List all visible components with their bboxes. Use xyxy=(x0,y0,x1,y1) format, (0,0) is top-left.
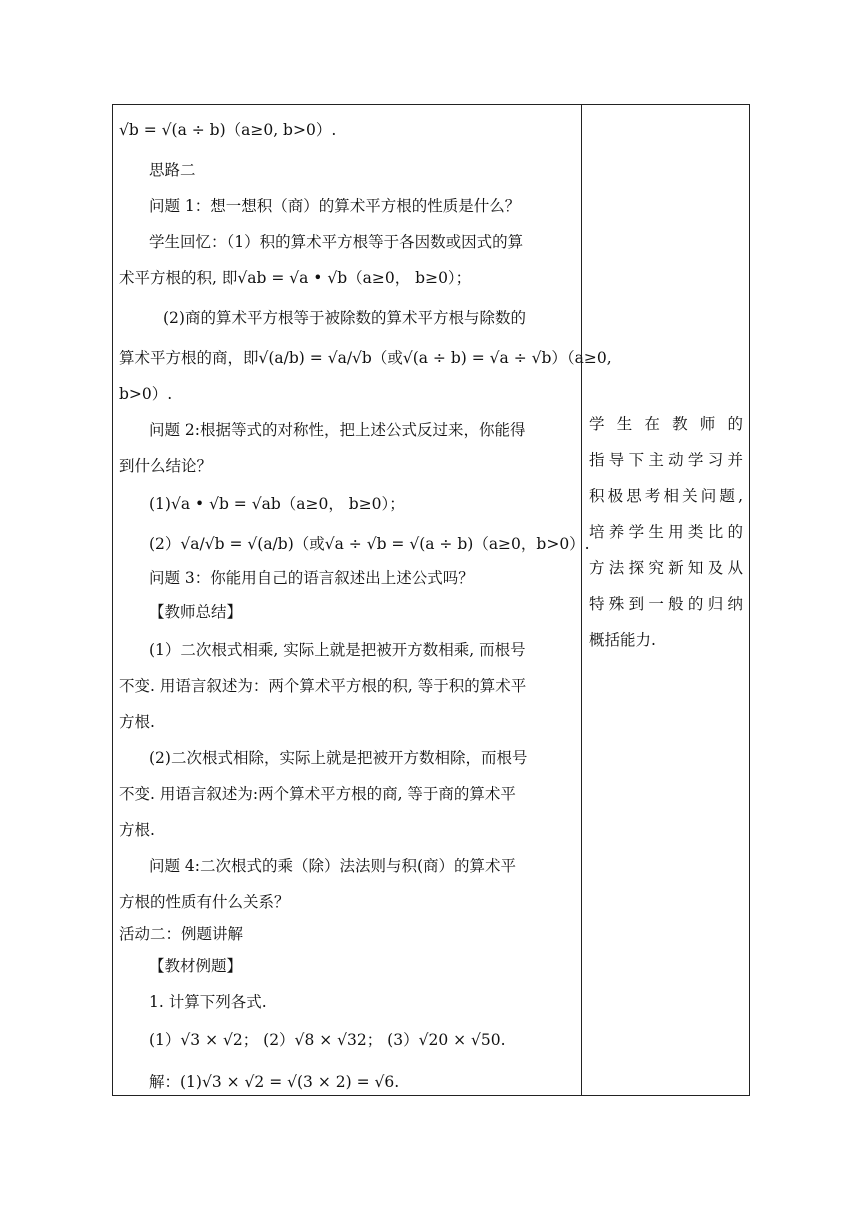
text-line: 方根. xyxy=(119,713,155,731)
note-line: 学生在教师的 xyxy=(589,415,743,433)
text-line: 方根. xyxy=(119,821,155,839)
column-divider xyxy=(581,105,582,1095)
note-line: 方法探究新知及从 xyxy=(589,559,743,577)
question-2: 问题 2:根据等式的对称性，把上述公式反过来，你能得 xyxy=(149,421,526,439)
example-title: 1. 计算下列各式. xyxy=(149,993,267,1011)
question-3: 问题 3：你能用自己的语言叙述出上述公式吗？ xyxy=(149,569,474,587)
section-heading: 【教材例题】 xyxy=(149,957,243,975)
note-line: 概括能力. xyxy=(589,631,656,649)
text-line: 算术平方根的商，即√(a/b) = √a/√b（或√(a ÷ b) = √a ÷ √b）（a≥0, xyxy=(119,349,612,367)
formula-line: (2）√a/√b = √(a/b)（或√a ÷ √b = √(a ÷ b)（a≥0，b>0）. xyxy=(149,535,590,553)
text-line: 不变. 用语言叙述为:两个算术平方根的商, 等于商的算术平 xyxy=(119,785,516,803)
exercise-line: (1）√3 × √2； (2）√8 × √32； (3）√20 × √50. xyxy=(149,1031,506,1049)
note-line: 培养学生用类比的 xyxy=(589,523,743,541)
text-line: (2)商的算术平方根等于被除数的算术平方根与除数的 xyxy=(163,309,526,327)
text-line: (2)二次根式相除，实际上就是把被开方数相除，而根号 xyxy=(149,749,528,767)
text-line: (1）二次根式相乘, 实际上就是把被开方数相乘, 而根号 xyxy=(149,641,526,659)
note-line: 特殊到一般的归纳 xyxy=(589,595,743,613)
text-line: 学生回忆：（1）积的算术平方根等于各因数或因式的算 xyxy=(149,233,524,251)
text-line: 不变. 用语言叙述为：两个算术平方根的积, 等于积的算术平 xyxy=(119,677,527,695)
note-line: 指导下主动学习并 xyxy=(589,451,743,469)
text-line: 方根的性质有什么关系？ xyxy=(119,893,290,911)
text-line: 术平方根的积, 即√ab = √a • √b（a≥0， b≥0）； xyxy=(119,269,472,287)
formula-line: (1)√a • √b = √ab（a≥0， b≥0）； xyxy=(149,495,405,513)
question-1: 问题 1：想一想积（商）的算术平方根的性质是什么？ xyxy=(149,197,521,215)
question-4: 问题 4:二次根式的乘（除）法法则与积(商）的算术平 xyxy=(149,857,517,875)
activity-heading: 活动二：例题讲解 xyxy=(119,925,244,943)
text-line: √b = √(a ÷ b)（a≥0, b>0）. xyxy=(119,121,337,139)
note-line: 积极思考相关问题, xyxy=(589,487,743,505)
section-heading: 思路二 xyxy=(149,161,196,179)
text-line: b>0）. xyxy=(119,385,173,403)
section-heading: 【教师总结】 xyxy=(149,603,243,621)
solution-line: 解：(1)√3 × √2 = √(3 × 2) = √6. xyxy=(149,1073,400,1091)
text-line: 到什么结论？ xyxy=(119,457,213,475)
lesson-table xyxy=(112,104,750,1096)
